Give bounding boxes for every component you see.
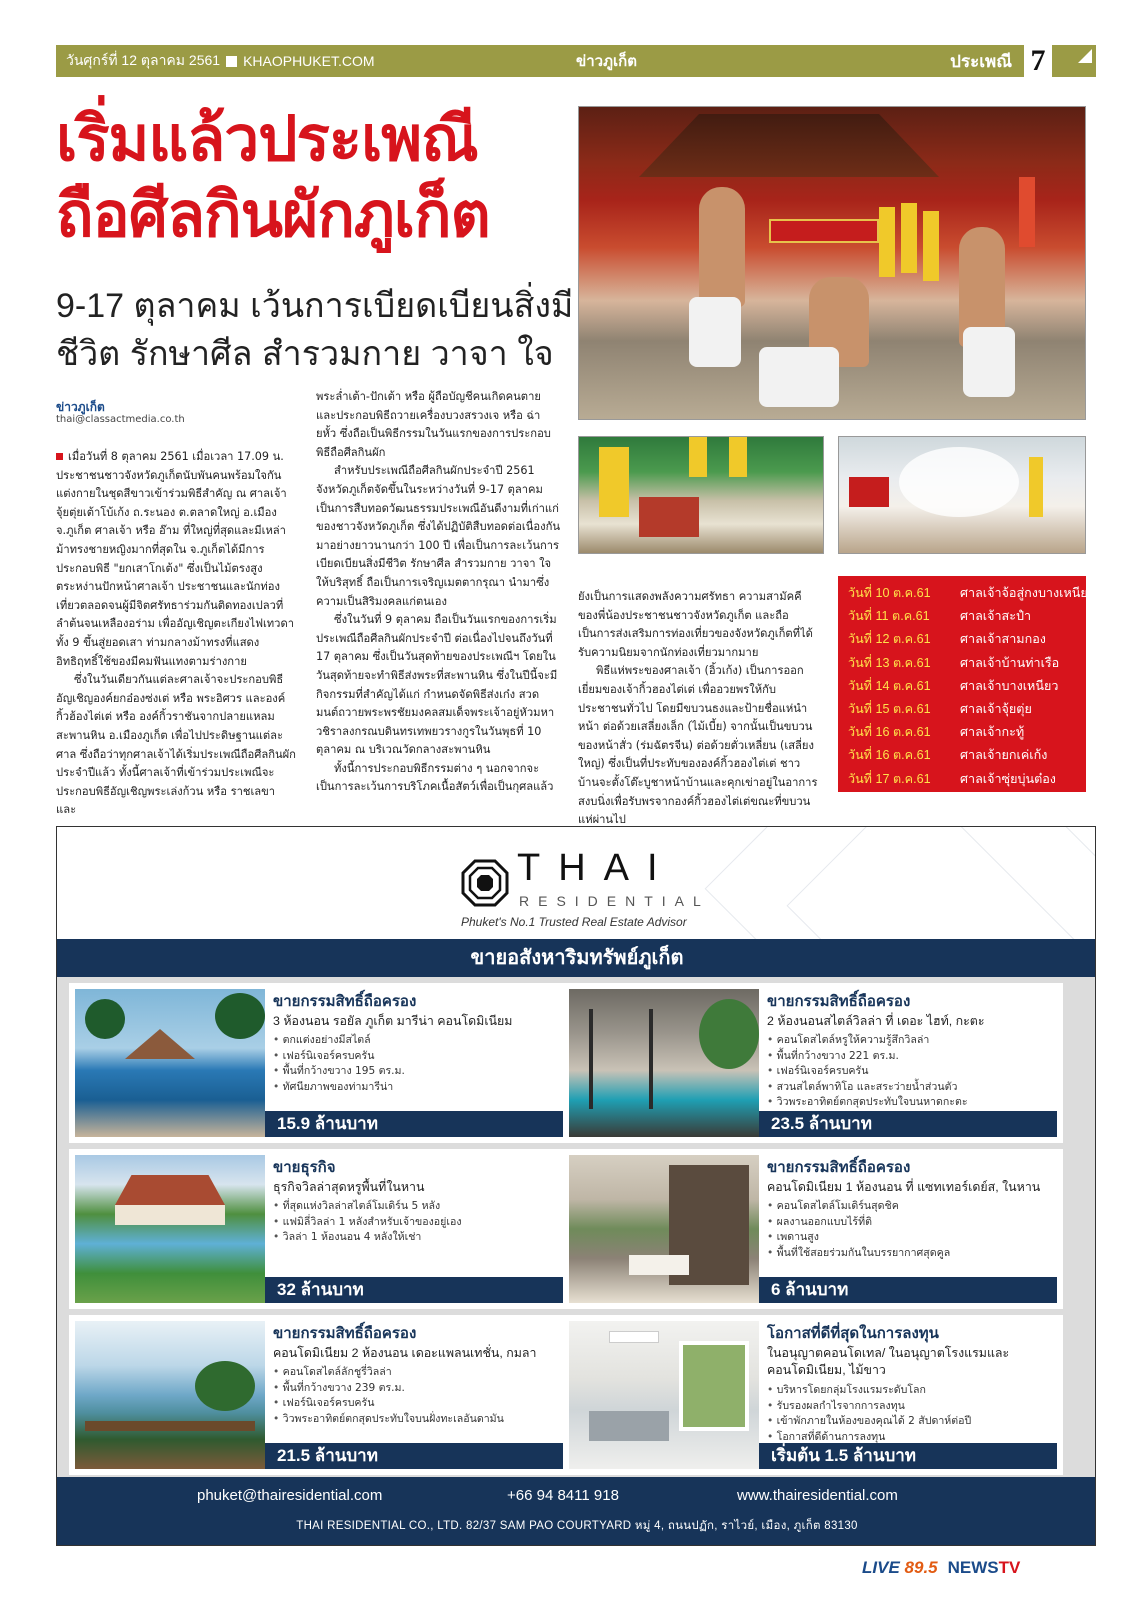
sofa: [589, 1411, 669, 1441]
author-email: thai@classactmedia.co.th: [56, 414, 185, 425]
shrine-procession-schedule: [838, 576, 1095, 792]
thai-residential-logo-icon: [461, 859, 509, 907]
listing-photo-living-room: [569, 1321, 759, 1469]
listing-photo-villa-resort: [75, 1155, 265, 1303]
listing-card[interactable]: [563, 1149, 1063, 1309]
paragraph: ซึ่งในวันเดียวกันแต่ละศาลเจ้าจะประกอบพิธีอัญเชิญองค์ยกอ๋องซ่งเต่ หรือ พระอิศวร และองค์กิ้วฮ้องไต่เต่ หรือ องค์กิ้วราชันจากปลายแหลมสะพานหิน อ.เมืองภูเก็ต เพื่อไปประดิษฐานแต่ละศาล ซึ่งถือว่าทุกศาลเจ้าได้เริ่มประเพณีถือศีลกินผักประจำปีแล้ว ทั้งนี้ศาลเจ้าที่เข้าร่วมประเพณีจะประกอบพิธีอัญเชิญพระเล่งก้วน หรือ ราชเลขา และ: [56, 673, 296, 817]
yellow-banner: [599, 447, 629, 517]
headline: [56, 102, 576, 254]
schedule-row: วันที่ 11 ต.ค.61 ศาลเจ้าสะปำ: [848, 609, 1032, 624]
performer-figure: [699, 187, 745, 307]
listing-features: • คอนโดสไตล์ลักชูรี่วิลล่า • พื้นที่กว้างขวาง 239 ตร.ม. • เฟอร์นิเจอร์ครบครัน • วิวพระอาทิตย์ตกสุดประทับใจบนฝั่งทะเลอันดามัน: [273, 1365, 504, 1427]
palm-tree: [215, 993, 265, 1039]
corner-arrow-icon: [1074, 45, 1096, 67]
lounge-chair: [629, 1255, 689, 1275]
issue-date: วันศุกร์ที่ 12 ตุลาคม 2561: [66, 52, 221, 68]
yellow-flag: [901, 203, 917, 273]
procession-photo: [578, 436, 824, 554]
paragraph: พระล่ำเต้า-ปักเต้า หรือ ผู้ถือบัญชีคนเกิดคนตาย และประกอบพิธีถวายเครื่องบวงสรวงเจ หรือ ฉ่ายหั้ว ซึ่งถือเป็นพิธีกรรมในวันแรกของการประกอบพิธีถือศีลกินผัก: [316, 390, 551, 459]
yellow-flag: [879, 207, 895, 277]
live-radio-logo: LIVE 89.5: [862, 1558, 938, 1577]
listing-title: ขายกรรมสิทธิ์ถือครอง: [273, 1325, 417, 1342]
listing-card[interactable]: [69, 983, 569, 1143]
listing-photo-sea-view: [75, 1321, 265, 1469]
pavilion-roof: [125, 1029, 195, 1059]
palm-tree: [85, 999, 125, 1039]
listing-title: โอกาสที่ดีที่สุดในการลงทุน: [767, 1325, 939, 1342]
villa-roof: [115, 1175, 225, 1205]
brand-name: THAI: [517, 847, 676, 889]
ad-contact-footer: [57, 1477, 1096, 1546]
contact-email[interactable]: phuket@thairesidential.com: [197, 1487, 383, 1504]
red-flag: [1019, 177, 1035, 247]
real-estate-advertisement: [56, 826, 1096, 1546]
listing-price: 6 ล้านบาท: [759, 1277, 1057, 1303]
listing-photo-villa-interior: [569, 989, 759, 1137]
article-column-1: [56, 448, 296, 820]
yellow-banner: [1029, 457, 1043, 517]
listing-price: 23.5 ล้านบาท: [759, 1111, 1057, 1137]
subheadline: [56, 282, 576, 378]
article-column-2: [316, 388, 560, 797]
listing-price: เริ่มต้น 1.5 ล้านบาท: [759, 1443, 1057, 1469]
listing-description: คอนโดมิเนียม 1 ห้องนอน ที่ แซทเทอร์เดย์ส, ในหาน: [767, 1180, 1041, 1194]
schedule-row: วันที่ 12 ต.ค.61 ศาลเจ้าสามกอง: [848, 632, 1046, 647]
listing-title: ขายธุรกิจ: [273, 1159, 336, 1176]
red-decoration: [849, 477, 889, 507]
headline-line-1: เริ่มแล้วประเพณี: [56, 105, 478, 174]
listing-features: • คอนโดสไตล์หรูให้ความรู้สึกวิลล่า • พื้นที่กว้างขวาง 221 ตร.ม. • เฟอร์นิเจอร์ครบครัน • สวนสไตล์พาทิโอ และสระว่ายน้ำส่วนตัว • วิวพระอาทิตย์ตกสุดประทับใจบนหาดกะตะ: [767, 1033, 968, 1111]
listing-price: 15.9 ล้านบาท: [265, 1111, 563, 1137]
contact-phone[interactable]: +66 94 8411 918: [507, 1487, 619, 1504]
page-number: 7: [1024, 43, 1052, 79]
paragraph: ยังเป็นการแสดงพลังความศรัทธา ความสามัคคีของพี่น้องประชาชนชาวจังหวัดภูเก็ต และถือเป็นการส่งเสริมการท่องเที่ยวของจังหวัดภูเก็ตที่ได้รับความนิยมจากนักท่องเที่ยวมากมาย: [578, 590, 813, 659]
paragraph: เมื่อวันที่ 8 ตุลาคม 2561 เมื่อเวลา 17.09 น. ประชาชนชาวจังหวัดภูเก็ตนับพันคนพร้อมใจกันแต่งกายในชุดสีขาวเข้าร่วมพิธีสำคัญ ณ ศาลเจ้าจุ้ยตุ่ยเต้าโบ้เก้ง ถ.ระนอง ต.ตลาดใหญ่ อ.เมือง จ.ภูเก็ต ศาลเจ้า หรือ อ๊าม ที่ใหญ่ที่สุดและมีเหล่าม้าทรงชายหญิงมากที่สุดใน จ.ภูเก็ตได้มีการประกอบพิธี "ยกเสาโกเต้ง" ซึ่งเป็นไม้ตรงสูงตระหง่านปักหน้าศาลเจ้า ประชาชนและนักท่องเที่ยวตลอดจนผู้มีจิตศรัทธาร่วมกันติดทองเปลวที่ลำต้นจนเหลืองอร่าม เพื่ออัญเชิญตะเกียงไฟเทวดาทั้ง 9 ขึ้นสู่ยอดเสา ท่ามกลางม้าทรงที่แสดงอิทธิฤทธิ์ใช้ของมีคมฟันแทงตามร่างกาย: [56, 450, 295, 668]
listing-description: 2 ห้องนอนสไตล์วิลล่า ที่ เดอะ ไฮท์, กะตะ: [767, 1014, 985, 1028]
article-column-3: [578, 588, 818, 830]
listing-description: คอนโดมิเนียม 2 ห้องนอน เดอะแพลนเทชั่น, กมลา: [273, 1346, 537, 1360]
paragraph: สำหรับประเพณีถือศีลกินผักประจำปี 2561 จังหวัดภูเก็ตจัดขึ้นในระหว่างวันที่ 9-17 ตุลาคม เป็นการสืบทอดวัฒนธรรมประเพณีอันดีงามที่เก่าแก่ของชาวจังหวัดภูเก็ต ซึ่งได้ปฏิบัติสืบทอดต่อเนื่องกันมาอย่างยาวนานกว่า 100 ปี เพื่อเป็นการละเว้นการเบียดเบียนสิ่งมีชีวิต รักษาศีล สำรวมกาย วาจา ใจ ให้บริสุทธิ์ ถือเป็นการเจริญเมตตากรุณา นำมาซึ่งความเป็นสิริมงคลแก่ตนเอง: [316, 464, 560, 608]
brand-subtitle: RESIDENTIAL: [519, 893, 710, 909]
subhead-line-2: ชีวิต รักษาศีล สำรวมกาย วาจา ใจ: [56, 335, 554, 373]
palm-tree: [699, 999, 759, 1069]
listing-title: ขายกรรมสิทธิ์ถือครอง: [273, 993, 417, 1010]
subhead-line-1: 9-17 ตุลาคม เว้นการเบียดเบียนสิ่งมี: [56, 287, 574, 325]
railing: [85, 1421, 255, 1431]
separator-square-icon: [226, 56, 237, 67]
festival-main-photo: [578, 106, 1086, 420]
schedule-row: วันที่ 17 ต.ค.61 ศาลเจ้าซุ่ยบุ่นต๋อง: [848, 771, 1056, 786]
air-conditioner: [609, 1331, 659, 1343]
listing-features: • บริหารโดยกลุ่มโรงแรมระดับโลก • รับรองผลกำไรจากการลงทุน • เข้าพักภายในห้องของคุณได้ 2 สัปดาห์ต่อปี • โอกาสที่ดีด้านการลงทุน: [767, 1383, 971, 1445]
listing-photo-condo-terrace: [569, 1155, 759, 1303]
listing-features: • คอนโดสไตล์โมเดิร์นสุดชิค • ผลงานออกแบบไร้ที่ติ • เพดานสูง • พื้นที่ใช้สอยร่วมกันในบรรยากาศสุดคูล: [767, 1199, 950, 1261]
window-frame: [649, 1009, 653, 1109]
paragraph: ซึ่งในวันที่ 9 ตุลาคม ถือเป็นวันแรกของการเริ่มประเพณีถือศีลกินผักประจำปี ต่อเนื่องไปจนถึงวันที่ 17 ตุลาคม ซึ่งเป็นวันสุดท้ายของประเพณีฯ โดยในวันสุดท้ายจะทำพิธีส่งพระที่สะพานหิน ซึ่งในปีนี้จะมีกิจกรรมที่สำคัญได้แก่ กำหนดจัดพิธีส่งเก๋ง สวดมนต์ถวายพระพรชัยมงคลสมเด็จพระเจ้าอยู่หัวมหาวชิราลงกรณบดินทรเทพยวรางกูรในวันพุธที่ 10 ตุลาคม ณ บริเวณวัดกลางสะพานหิน: [316, 613, 558, 757]
schedule-row: วันที่ 16 ต.ค.61 ศาลเจ้ากะทู้: [848, 725, 1025, 740]
article-start-bullet-icon: [56, 453, 63, 460]
window-frame: [589, 1009, 593, 1109]
shrine-roof: [639, 107, 939, 177]
shrine-sign: [769, 219, 879, 243]
paragraph: พิธีแห่พระของศาลเจ้า (อิ้วเก้ง) เป็นการออกเยี่ยมของเจ้ากิ้วฮองไต่เต่ เพื่ออวยพรให้กับประชาชนทั่วไป โดยมีขบวนธงและป้ายชื่อแห่นำหน้า ต่อด้วยเสลี่ยงเล็ก (ไม้เบี้ย) จากนั้นเป็นขบวนของหน้าสั่ว (ร่มฉัตรจีน) ต่อด้วยตั่วเหลี่ยน (เสลี่ยงใหญ่) ซึ่งเป็นที่ประทับขององค์กิ้วฮองไต่เต่ ชาวบ้านจะตั้งโต๊ะบูชาหน้าบ้านและคุกเข่าอยู่ในอาการสงบนิ่งเพื่อรับพรจากองค์กิ้วฮองไต่เต่ขณะที่ขบวนแห่ผ่านไป: [578, 664, 818, 827]
listings-grid: [57, 977, 1096, 1477]
masthead-logo: ข่าวภูเก็ต: [576, 53, 637, 70]
performer-pants: [963, 327, 1015, 397]
schedule-row: วันที่ 14 ต.ค.61 ศาลเจ้าบางเหนียว: [848, 678, 1059, 693]
villa-wall: [115, 1205, 225, 1225]
company-address: THAI RESIDENTIAL CO., LTD. 82/37 SAM PAO COURTYARD หมู่ 4, ถนนปฏัก, ราไวย์, เมือง, ภูเก็ต 83130: [296, 1520, 858, 1532]
listing-card[interactable]: [69, 1315, 569, 1475]
schedule-row: วันที่ 10 ต.ค.61 ศาลเจ้าจ้อสู่กงบางเหนียว: [848, 586, 1095, 600]
schedule-row: วันที่ 13 ต.ค.61 ศาลเจ้าบ้านท่าเรือ: [848, 655, 1060, 670]
palm-tree: [195, 1361, 255, 1411]
yellow-flag: [923, 211, 939, 281]
listing-features: • ตกแต่งอย่างมีสไตล์ • เฟอร์นิเจอร์ครบครัน • พื้นที่กว้างขวาง 195 ตร.ม. • ทัศนียภาพของท่ามารีน่า: [273, 1033, 405, 1095]
listing-price: 32 ล้านบาท: [265, 1277, 563, 1303]
listing-title: ขายกรรมสิทธิ์ถือครอง: [767, 993, 911, 1010]
news-tv-logo: NEWSTV: [947, 1558, 1021, 1577]
listing-description: ธุรกิจวิลล่าสุดหรูพื้นที่ในหาน: [273, 1180, 425, 1194]
listing-title: ขายกรรมสิทธิ์ถือครอง: [767, 1159, 911, 1176]
site-name: KHAOPHUKET.COM: [243, 53, 375, 69]
smoke: [899, 447, 1019, 517]
listing-card[interactable]: [69, 1149, 569, 1309]
ad-banner-title: ขายอสังหาริมทรัพย์ภูเก็ต: [57, 939, 1096, 977]
section-name: ประเพณี: [950, 51, 1012, 71]
listing-card[interactable]: [563, 983, 1063, 1143]
listing-features: • ที่สุดแห่งวิลล่าสไตล์โมเดิร์น 5 หลัง • แฟมิลี่วิลล่า 1 หลังสำหรับเจ้าของอยู่เอง • วิลล่า 1 ห้องนอน 4 หลังให้เช่า: [273, 1199, 462, 1246]
listing-description: ในอนุญาตคอนโดเทล/ ในอนุญาตโรงแรมและคอนโดมิเนียม, ไม้ขาว: [767, 1346, 1010, 1377]
brand-tagline: Phuket's No.1 Trusted Real Estate Advisor: [461, 915, 687, 929]
garden-window: [679, 1341, 749, 1431]
listing-description: 3 ห้องนอน รอยัล ภูเก็ต มารีน่า คอนโดมิเนียม: [273, 1014, 513, 1028]
listing-card[interactable]: [563, 1315, 1063, 1475]
footer-logos: [862, 1556, 1020, 1580]
performer-pants: [759, 347, 839, 407]
yellow-banner: [689, 437, 707, 477]
performer-pants: [689, 297, 741, 367]
schedule-row: วันที่ 15 ต.ค.61 ศาลเจ้าจุ้ยตุ่ย: [848, 702, 1032, 717]
headline-line-2: ถือศีลกินผักภูเก็ต: [56, 181, 490, 250]
listing-photo-marina-pool: [75, 989, 265, 1137]
paragraph: ทั้งนี้การประกอบพิธีกรรมต่าง ๆ นอกจากจะเป็นการละเว้นการบริโภคเนื้อสัตว์เพื่อเป็นกุศลแล้ว: [316, 761, 554, 794]
yellow-banner: [729, 437, 747, 477]
palanquin: [639, 497, 699, 537]
schedule-row: วันที่ 16 ต.ค.61 ศาลเจ้ายกเค่เก้ง: [848, 748, 1048, 763]
listing-price: 21.5 ล้านบาท: [265, 1443, 563, 1469]
byline: ข่าวภูเก็ต: [56, 400, 105, 414]
page-header-bar: [56, 45, 1096, 77]
firecracker-photo: [838, 436, 1086, 554]
contact-website[interactable]: www.thairesidential.com: [737, 1487, 898, 1504]
